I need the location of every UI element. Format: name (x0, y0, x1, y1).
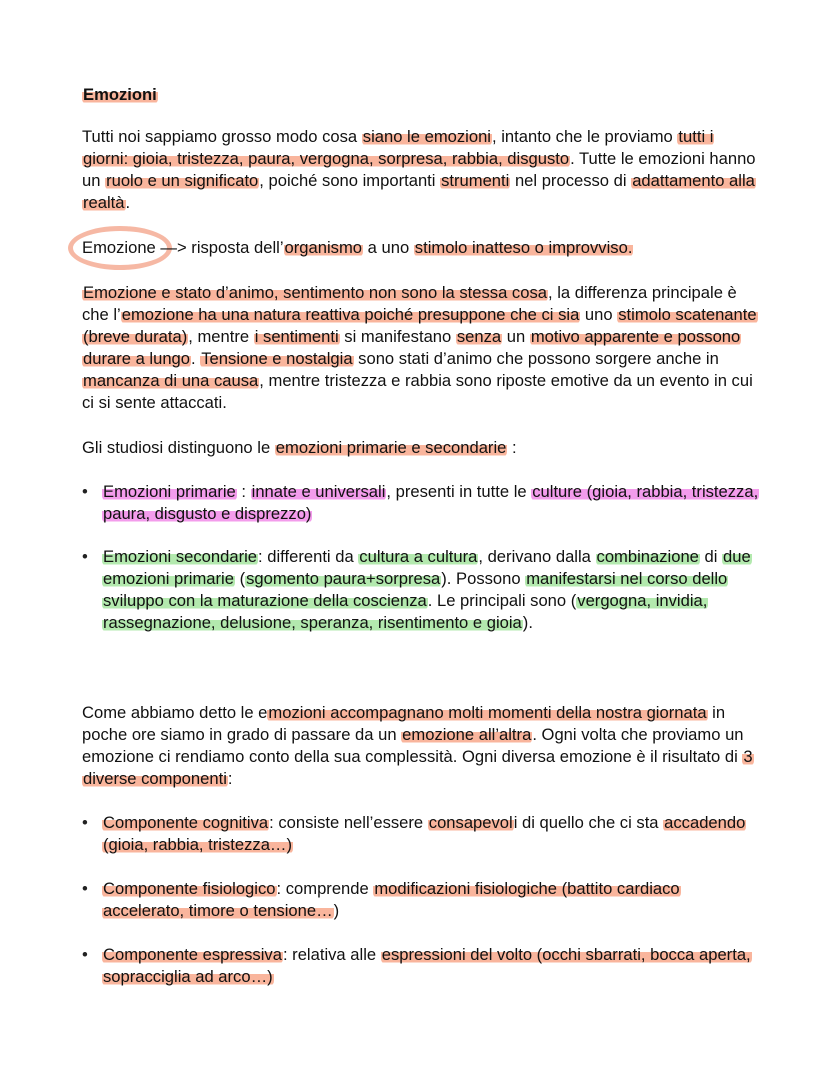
highlight: Tensione e nostalgia (201, 349, 353, 368)
highlight: vergogna, invidia, rassegnazione, delusione, speranza, risentimento e gioia (103, 591, 708, 632)
components-list-cognitiva (82, 812, 762, 856)
text-run: —> risposta dell’ (155, 238, 284, 257)
emotion-types-list (82, 481, 762, 525)
highlight: sgomento paura+sorpresa (246, 569, 441, 588)
text-run: , mentre tristezza e rabbia sono riposte emotive da un evento in cui ci si sente attaccati. (82, 371, 753, 412)
text-run: i di quello che ci sta (513, 813, 664, 832)
text-run: . Tutte le emozioni hanno un (82, 149, 756, 190)
text-run: ). Possono (441, 569, 526, 588)
highlight: Emozioni secondarie (103, 547, 258, 566)
text-run: : (227, 769, 233, 788)
highlight: due emozioni primarie (103, 547, 751, 588)
highlight: modificazioni fisiologiche (battito cardiaco accelerato, timore o tensione… (103, 879, 680, 920)
highlight: organismo (284, 238, 363, 257)
text-run: un (502, 327, 530, 346)
text-run: , intanto che le proviamo (492, 127, 678, 146)
highlight: Emozioni primarie (103, 482, 236, 501)
difference-paragraph (82, 282, 762, 414)
text-run: ( (234, 569, 246, 588)
text-run: : (236, 482, 251, 501)
text-run: . Ogni volta che proviamo un emozione ci rendiamo conto della sua complessità. Ogni diversa emozione è il risultato di (82, 725, 744, 766)
text-run: , la differenza principale è che l’ (82, 283, 737, 324)
text-run: , poiché sono importanti (259, 171, 441, 190)
highlight: stimolo scatenante (breve durata) (83, 305, 757, 346)
highlight: mancanza di una causa (83, 371, 259, 390)
list-item-cognitive (82, 812, 762, 856)
highlight: ruolo e un significato (106, 171, 259, 190)
highlight: espressioni del volto (occhi sbarrati, bocca aperta, sopracciglia ad arco…) (103, 945, 751, 986)
list-item-expressive (82, 944, 762, 988)
text-run: Come abbiamo detto le e (82, 703, 268, 722)
highlight: i sentimenti (254, 327, 339, 346)
components-paragraph (82, 702, 762, 790)
text-run: sono stati d’animo che possono sorgere anche in (353, 349, 719, 368)
definition-paragraph (82, 237, 762, 259)
highlight: motivo apparente e possono durare a lungo (83, 327, 741, 368)
text-run: ). (522, 613, 533, 632)
text-run: si manifestano (339, 327, 456, 346)
highlight: innate e universali (251, 482, 386, 501)
text-run: : (507, 438, 517, 457)
list-item-secondary (82, 546, 762, 634)
highlight: senza (456, 327, 502, 346)
highlight: emozioni primarie e secondarie (275, 438, 507, 457)
components-list-espressiva (82, 944, 762, 988)
text-run: : comprende (276, 879, 374, 898)
highlight: Componente espressiva (103, 945, 282, 964)
highlight: cultura a cultura (359, 547, 478, 566)
highlight: accadendo (gioia, rabbia, tristezza…) (103, 813, 746, 854)
highlight: Componente cognitiva (103, 813, 269, 832)
text-run: nel processo di (510, 171, 632, 190)
highlight: Emozione e stato d’animo, sentimento non sono la stessa cosa (83, 283, 547, 302)
highlight: siano le emozioni (362, 127, 491, 146)
text-run: a uno (363, 238, 414, 257)
text-run: : differenti da (258, 547, 359, 566)
text-run: Gli studiosi distinguono le (82, 438, 275, 457)
highlight: consapevol (428, 813, 513, 832)
text-run: : consiste nell’essere (269, 813, 428, 832)
text-run: . (191, 349, 201, 368)
highlight: strumenti (441, 171, 510, 190)
highlight: tutti i giorni: gioia, tristezza, paura, vergogna, sorpresa, rabbia, disgusto (83, 127, 714, 168)
list-item-physiological (82, 878, 762, 922)
text-run: , presenti in tutte le (386, 482, 532, 501)
highlight: mozioni accompagnano molti momenti della nostra giornata (268, 703, 707, 722)
highlight: Componente fisiologico (103, 879, 276, 898)
list-item-primary (82, 481, 762, 525)
text-run: , mentre (188, 327, 254, 346)
text-run: Tutti noi sappiamo grosso modo cosa (82, 127, 362, 146)
text-run: ) (333, 901, 340, 920)
text-run: . Le principali sono ( (427, 591, 577, 610)
text-run: . (125, 193, 131, 212)
highlight: emozione all’altra (402, 725, 532, 744)
highlight: 3 diverse componenti (83, 747, 753, 788)
highlight: manifestarsi nel corso dello sviluppo con la maturazione della coscienza (103, 569, 728, 610)
title-text: Emozioni (83, 85, 157, 104)
highlight: stimolo inatteso o improvviso. (414, 238, 633, 257)
highlight: emozione ha una natura reattiva poiché presuppone che ci sia (121, 305, 580, 324)
text-run: in poche ore siamo in grado di passare da un (82, 703, 726, 744)
text-run: uno (580, 305, 618, 324)
definition-term: Emozione (82, 238, 156, 257)
highlight: culture (gioia, rabbia, tristezza, paura, disgusto e disprezzo) (103, 482, 759, 523)
text-run: : relativa alle (282, 945, 381, 964)
intro-paragraph (82, 126, 762, 214)
components-list-fisiologico (82, 878, 762, 922)
text-run: , derivano dalla (478, 547, 596, 566)
studiosi-paragraph (82, 437, 762, 459)
highlight: adattamento alla realtà (83, 171, 755, 212)
page-title (82, 84, 762, 106)
highlight: combinazione (596, 547, 699, 566)
text-run: di (699, 547, 723, 566)
emotion-types-list-secondary (82, 546, 762, 634)
